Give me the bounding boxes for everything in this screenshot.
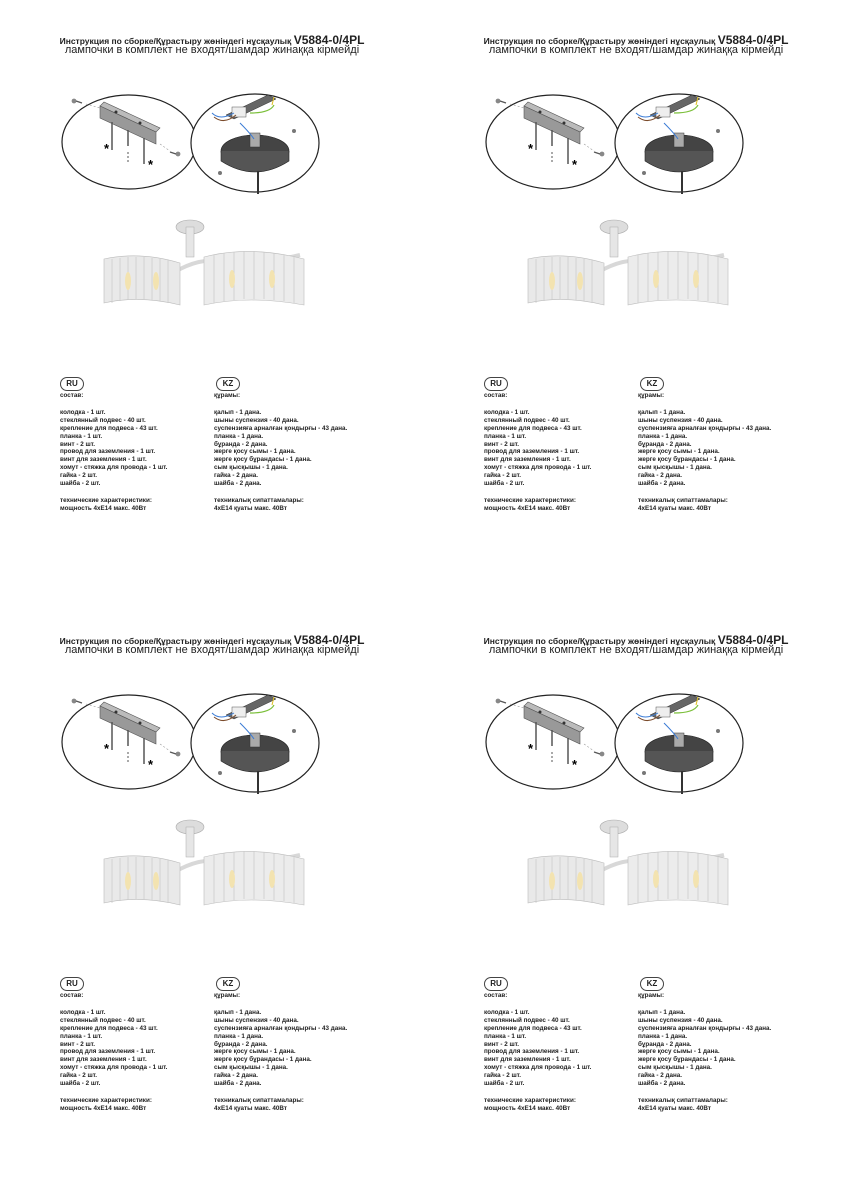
asterisk-mark: * [104,741,110,756]
model-number: V5884-0/4PL [717,633,789,647]
list-item: шыны суспензия - 40 дана. [214,416,299,424]
list-item: колодка - 1 шт. [484,408,530,416]
list-item: шайба - 2 шт. [60,1080,101,1088]
kz-contents-column [638,992,838,1113]
list-item: гайка - 2 дана. [214,472,259,480]
kz-contents-column [214,992,414,1113]
list-item: қалып - 1 дана. [638,408,686,416]
list-item: қалып - 1 дана. [214,1008,262,1016]
list-item: гайка - 2 дана. [214,1072,259,1080]
list-item: жерге қосу сымы - 1 дана. [638,1048,720,1056]
screw-icon [292,129,296,133]
kz-spec-heading: техникалық сипаттамалары: [638,1096,728,1104]
ru-contents-heading: состав: [60,392,84,399]
title-prefix: Инструкция по сборке/Құрастыру жөніндегі нұсқаулық [483,636,716,646]
ceiling-cup-wiring-diagram [614,93,744,196]
title-prefix: Инструкция по сборке/Құрастыру жөніндегі нұсқаулық [59,636,292,646]
crystal-shade-right [204,851,304,905]
list-item: қалып - 1 дана. [638,1008,686,1016]
list-item: гайка - 2 шт. [60,472,98,480]
list-item: винт - 2 шт. [484,440,520,448]
kz-contents-heading: құрамы: [214,992,241,999]
screw-icon [72,699,82,704]
crystal-shade-right [204,251,304,305]
list-item: қалып - 1 дана. [214,408,262,416]
list-item: винт для заземления - 1 шт. [484,456,571,464]
list-item: планка - 1 шт. [484,1032,527,1040]
ceiling-cup-wiring-diagram [190,693,320,796]
list-item: провод для заземления - 1 шт. [484,1048,580,1056]
kz-contents-heading: құрамы: [638,992,665,999]
chandelier-illustration [524,215,744,325]
list-item: жерге қосу бұрандасы - 1 дана. [638,1056,736,1064]
list-item: крепление для подвеса - 43 шт. [60,424,158,432]
screw-icon [218,771,222,775]
list-item: шыны суспензия - 40 дана. [214,1016,299,1024]
screw-icon [642,171,646,175]
list-item: хомут - стяжка для провода - 1 шт. [484,1064,592,1072]
crystal-shade-left [528,256,604,305]
list-item: суспензияға арналған қондырғы - 43 дана. [638,424,772,432]
asterisk-mark: * [528,741,534,756]
list-item: сым қысқышы - 1 дана. [638,464,712,472]
mounting-bracket-diagram [60,94,198,190]
screw-icon [496,99,506,104]
list-item: планка - 1 дана. [214,1032,264,1040]
crystal-shade-right [628,851,728,905]
kz-contents-column [214,392,414,513]
chandelier-illustration [524,815,744,925]
list-item: шыны суспензия - 40 дана. [638,1016,723,1024]
instruction-card [424,600,848,1200]
kz-spec-heading: техникалық сипаттамалары: [638,496,728,504]
instruction-card [0,0,424,600]
mounting-bracket-diagram [484,694,622,790]
list-item: шайба - 2 дана. [638,480,686,488]
list-item: хомут - стяжка для провода - 1 шт. [60,1064,168,1072]
list-item: стеклянный подвес - 40 шт. [60,1016,146,1024]
list-item: шайба - 2 дана. [214,1080,262,1088]
bulbs-note: лампочки в комплект не входят/шамдар жинаққа кірмейді [488,44,784,56]
model-number: V5884-0/4PL [717,33,789,47]
chandelier-illustration [100,215,320,325]
kz-contents-heading: құрамы: [214,392,241,399]
ru-language-badge: RU [484,977,508,991]
list-item: сым қысқышы - 1 дана. [214,1064,288,1072]
list-item: стеклянный подвес - 40 шт. [484,1016,570,1024]
list-item: крепление для подвеса - 43 шт. [60,1024,158,1032]
list-item: провод для заземления - 1 шт. [60,448,156,456]
chandelier-illustration [100,815,320,925]
kz-language-badge: KZ [216,977,240,991]
list-item: суспензияға арналған қондырғы - 43 дана. [214,424,348,432]
terminal-block [232,107,246,117]
ru-language-badge: RU [60,977,84,991]
ru-contents-heading: состав: [60,992,84,999]
ceiling-cup-wiring-diagram [190,93,320,196]
ru-contents-heading: состав: [484,992,508,999]
list-item: гайка - 2 дана. [638,1072,683,1080]
asterisk-mark: * [104,141,110,156]
model-number: V5884-0/4PL [293,633,365,647]
list-item: шайба - 2 шт. [484,480,525,488]
list-item: стеклянный подвес - 40 шт. [60,416,146,424]
list-item: гайка - 2 шт. [484,472,522,480]
list-item: колодка - 1 шт. [60,1008,106,1016]
list-item: крепление для подвеса - 43 шт. [484,424,582,432]
ru-contents-column [484,992,634,1113]
list-item: гайка - 2 дана. [638,472,683,480]
kz-spec-value: 4хЕ14 қуаты макс. 40Вт [214,504,287,512]
ru-spec-heading: технические характеристики: [60,496,152,504]
ru-spec-heading: технические характеристики: [484,496,576,504]
model-number: V5884-0/4PL [293,33,365,47]
ru-contents-column [484,392,634,513]
list-item: крепление для подвеса - 43 шт. [484,1024,582,1032]
kz-language-badge: KZ [640,377,664,391]
ru-spec-value: мощность 4хЕ14 макс. 40Вт [484,504,571,512]
list-item: винт для заземления - 1 шт. [60,1056,147,1064]
list-item: провод для заземления - 1 шт. [60,1048,156,1056]
list-item: планка - 1 дана. [638,432,688,440]
screw-icon [642,771,646,775]
list-item: шайба - 2 дана. [638,1080,686,1088]
kz-contents-column [638,392,838,513]
asterisk-mark: * [148,157,154,172]
list-item: шайба - 2 шт. [484,1080,525,1088]
list-item: планка - 1 шт. [60,1032,103,1040]
screw-icon [72,99,82,104]
ru-contents-column [60,392,210,513]
ru-spec-value: мощность 4хЕ14 макс. 40Вт [60,504,147,512]
mounting-bracket-diagram [484,94,622,190]
screw-icon [716,729,720,733]
list-item: планка - 1 дана. [214,432,264,440]
bulbs-note: лампочки в комплект не входят/шамдар жинаққа кірмейді [64,44,360,56]
ru-language-badge: RU [484,377,508,391]
list-item: планка - 1 шт. [60,432,103,440]
list-item: провод для заземления - 1 шт. [484,448,580,456]
list-item: жерге қосу бұрандасы - 1 дана. [214,1056,312,1064]
list-item: винт - 2 шт. [60,1040,96,1048]
list-item: планка - 1 дана. [638,1032,688,1040]
list-item: винт для заземления - 1 шт. [484,1056,571,1064]
kz-language-badge: KZ [216,377,240,391]
bulbs-note: лампочки в комплект не входят/шамдар жинаққа кірмейді [488,644,784,656]
list-item: колодка - 1 шт. [60,408,106,416]
kz-spec-heading: техникалық сипаттамалары: [214,1096,304,1104]
list-item: планка - 1 шт. [484,432,527,440]
list-item: винт для заземления - 1 шт. [60,456,147,464]
list-item: винт - 2 шт. [484,1040,520,1048]
bulbs-note: лампочки в комплект не входят/шамдар жинаққа кірмейді [64,644,360,656]
ru-spec-value: мощность 4хЕ14 макс. 40Вт [484,1104,571,1112]
list-item: бұранда - 2 дана. [638,440,692,448]
title-prefix: Инструкция по сборке/Құрастыру жөніндегі нұсқаулық [483,36,716,46]
screw-icon [292,729,296,733]
crystal-shade-right [628,251,728,305]
screw-icon [716,129,720,133]
crystal-shade-left [104,256,180,305]
list-item: гайка - 2 шт. [60,1072,98,1080]
list-item: стеклянный подвес - 40 шт. [484,416,570,424]
kz-spec-value: 4хЕ14 қуаты макс. 40Вт [638,1104,711,1112]
instruction-card [424,0,848,600]
title-prefix: Инструкция по сборке/Құрастыру жөніндегі нұсқаулық [59,36,292,46]
ru-spec-heading: технические характеристики: [484,1096,576,1104]
kz-language-badge: KZ [640,977,664,991]
list-item: жерге қосу сымы - 1 дана. [638,448,720,456]
crystal-shade-left [528,856,604,905]
terminal-block [656,107,670,117]
list-item: суспензияға арналған қондырғы - 43 дана. [214,1024,348,1032]
list-item: суспензияға арналған қондырғы - 43 дана. [638,1024,772,1032]
list-item: жерге қосу сымы - 1 дана. [214,1048,296,1056]
list-item: винт - 2 шт. [60,440,96,448]
asterisk-mark: * [148,757,154,772]
screw-icon [218,171,222,175]
kz-contents-heading: құрамы: [638,392,665,399]
asterisk-mark: * [528,141,534,156]
instruction-card [0,600,424,1200]
kz-spec-value: 4хЕ14 қуаты макс. 40Вт [638,504,711,512]
list-item: сым қысқышы - 1 дана. [638,1064,712,1072]
ru-contents-column [60,992,210,1113]
list-item: жерге қосу бұрандасы - 1 дана. [214,456,312,464]
terminal-block [232,707,246,717]
list-item: шайба - 2 шт. [60,480,101,488]
list-item: хомут - стяжка для провода - 1 шт. [484,464,592,472]
list-item: сым қысқышы - 1 дана. [214,464,288,472]
list-item: гайка - 2 шт. [484,1072,522,1080]
list-item: бұранда - 2 дана. [214,1040,268,1048]
kz-spec-heading: техникалық сипаттамалары: [214,496,304,504]
crystal-shade-left [104,856,180,905]
list-item: шыны суспензия - 40 дана. [638,416,723,424]
ru-spec-heading: технические характеристики: [60,1096,152,1104]
list-item: хомут - стяжка для провода - 1 шт. [60,464,168,472]
ceiling-cup-wiring-diagram [614,693,744,796]
mounting-bracket-diagram [60,694,198,790]
asterisk-mark: * [572,757,578,772]
list-item: бұранда - 2 дана. [638,1040,692,1048]
ru-language-badge: RU [60,377,84,391]
list-item: шайба - 2 дана. [214,480,262,488]
kz-spec-value: 4хЕ14 қуаты макс. 40Вт [214,1104,287,1112]
list-item: бұранда - 2 дана. [214,440,268,448]
asterisk-mark: * [572,157,578,172]
ru-contents-heading: состав: [484,392,508,399]
screw-icon [496,699,506,704]
list-item: жерге қосу сымы - 1 дана. [214,448,296,456]
list-item: колодка - 1 шт. [484,1008,530,1016]
terminal-block [656,707,670,717]
ru-spec-value: мощность 4хЕ14 макс. 40Вт [60,1104,147,1112]
list-item: жерге қосу бұрандасы - 1 дана. [638,456,736,464]
